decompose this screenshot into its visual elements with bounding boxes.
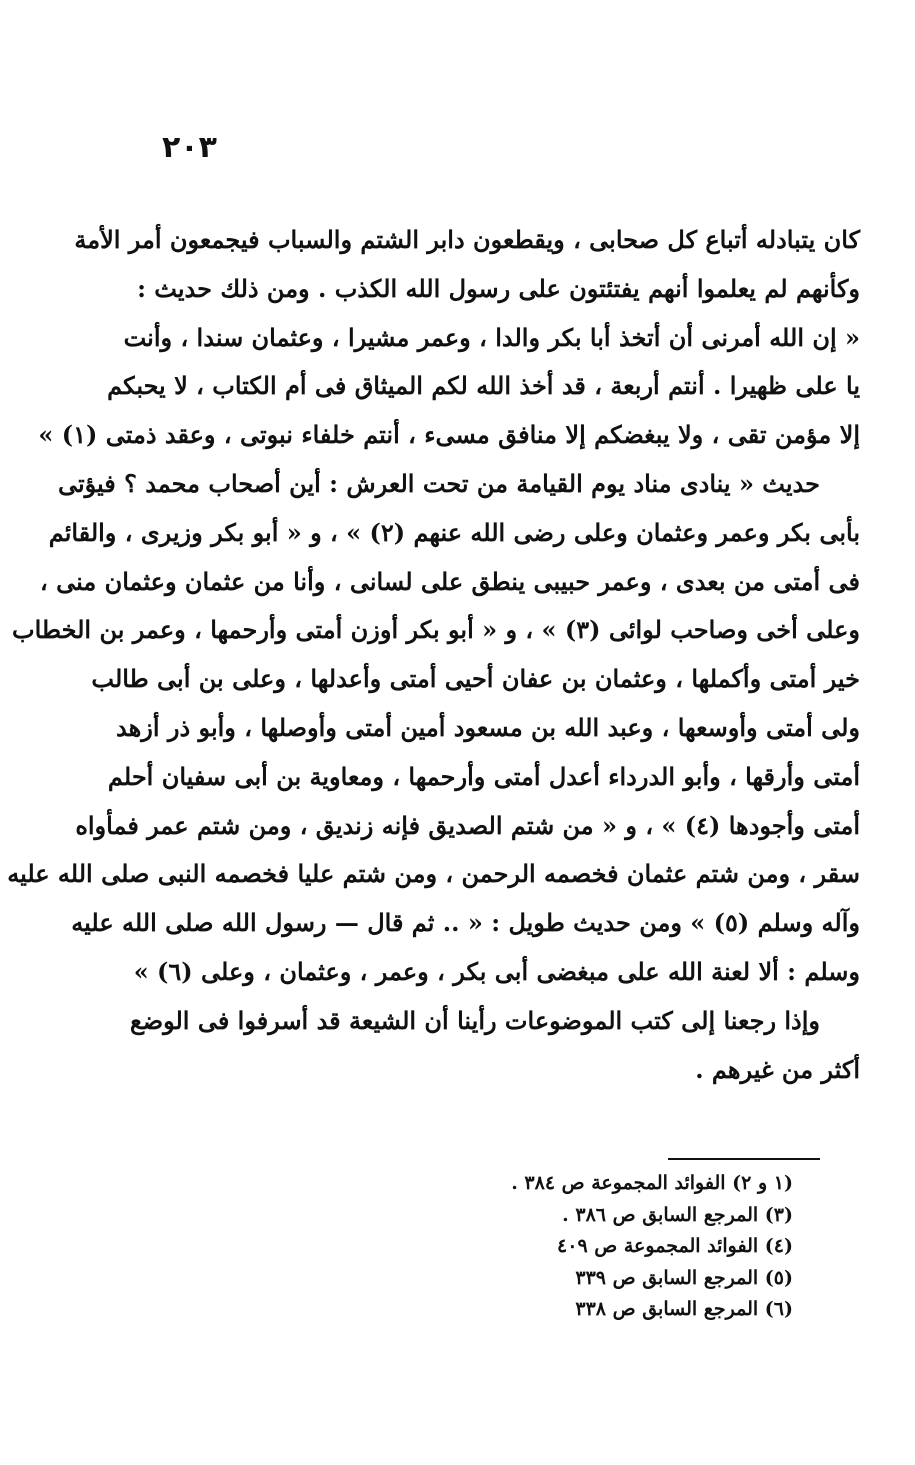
footnote: (٤) الفوائد المجموعة ص ٤٠٩	[557, 1235, 793, 1257]
text-line: بأبى بكر وعمر وعثمان وعلى رضى الله عنهم (٢) » ، و « أبو بكر وزيرى ، والقائم	[48, 517, 860, 547]
text-line: حديث « ينادى مناد يوم القيامة من تحت العرش : أين أصحاب محمد ؟ فيؤتى	[57, 468, 820, 498]
text-line: إلا مؤمن تقى ، ولا يبغضكم إلا منافق مسىء ، أنتم خلفاء نبوتى ، وعقد ذمتى (١) »	[38, 420, 860, 450]
text-line: وعلى أخى وصاحب لوائى (٣) » ، و « أبو بكر أوزن أمتى وأرحمها ، وعمر بن الخطاب	[12, 615, 860, 645]
text-line: أمتى وأجودها (٤) » ، و « من شتم الصديق فإنه زنديق ، ومن شتم عمر فمأواه	[75, 810, 860, 840]
text-line: يا على ظهيرا . أنتم أربعة ، قد أخذ الله لكم الميثاق فى أم الكتاب ، لا يحبكم	[107, 371, 860, 401]
text-line: فى أمتى من بعدى ، وعمر حبيبى ينطق على لسانى ، وأنا من عثمان وعثمان منى ،	[40, 566, 860, 596]
footnote: (٦) المرجع السابق ص ٣٣٨	[575, 1298, 793, 1320]
text-line: أمتى وأرقها ، وأبو الدرداء أعدل أمتى وأرحمها ، ومعاوية بن أبى سفيان أحلم	[107, 761, 860, 791]
footnote: (١ و ٢) الفوائد المجموعة ص ٣٨٤ .	[511, 1172, 793, 1194]
page-number: ٢٠٣	[162, 130, 217, 165]
text-line: كان يتبادله أتباع كل صحابى ، ويقطعون دابر الشتم والسباب فيجمعون أمر الأمة	[74, 225, 860, 254]
text-line: وسلم : ألا لعنة الله على مبغضى أبى بكر ، وعمر ، وعثمان ، وعلى (٦) »	[133, 956, 860, 986]
text-line: أكثر من غيرهم .	[695, 1054, 860, 1084]
text-line: ولى أمتى وأوسعها ، وعبد الله بن مسعود أمين أمتى وأوصلها ، وأبو ذر أزهد	[116, 712, 860, 742]
footnote: (٥) المرجع السابق ص ٣٣٩	[575, 1266, 793, 1289]
body-text	[7, 216, 860, 1094]
text-line: سقر ، ومن شتم عثمان فخصمه الرحمن ، ومن شتم عليا فخصمه النبى صلى الله عليه	[7, 859, 860, 889]
text-line: « إن الله أمرنى أن أتخذ أبا بكر والدا ، وعمر مشيرا ، وعثمان سندا ، وأنت	[123, 322, 860, 352]
footnote: (٣) المرجع السابق ص ٣٨٦ .	[562, 1203, 793, 1226]
footnotes	[511, 1168, 793, 1326]
text-line: وآله وسلم (٥) » ومن حديث طويل : « .. ثم قال — رسول الله صلى الله عليه	[71, 908, 860, 938]
footnote-divider	[668, 1158, 820, 1160]
text-line: وكأنهم لم يعلموا أنهم يفتئتون على رسول الله الكذب . ومن ذلك حديث :	[137, 273, 860, 303]
text-line: خير أمتى وأكملها ، وعثمان بن عفان أحيى أمتى وأعدلها ، وعلى بن أبى طالب	[91, 664, 860, 694]
text-line: وإذا رجعنا إلى كتب الموضوعات رأينا أن الشيعة قد أسرفوا فى الوضع	[129, 1005, 820, 1035]
